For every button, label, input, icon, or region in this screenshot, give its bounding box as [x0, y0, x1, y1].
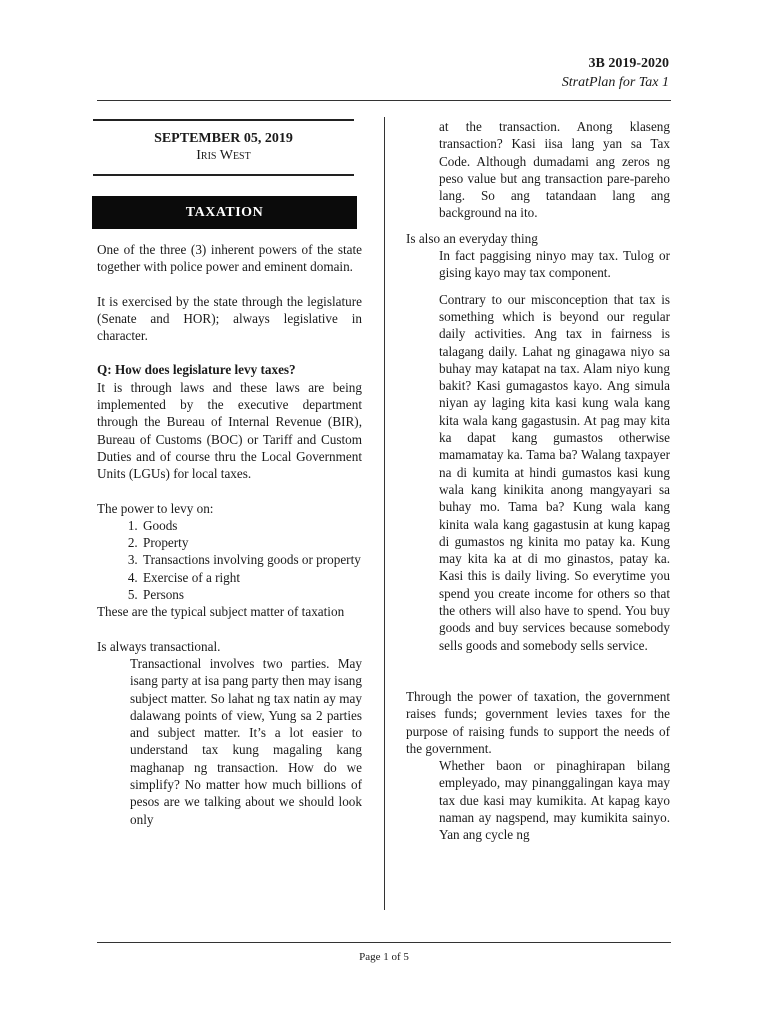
header-rule — [97, 100, 671, 101]
header-subtitle: StratPlan for Tax 1 — [561, 75, 669, 90]
lecture-date: SEPTEMBER 05, 2019 — [154, 131, 293, 146]
footer-rule — [97, 942, 671, 943]
list-item: 5. Persons — [141, 586, 362, 603]
paragraph-inherent-powers: One of the three (3) inherent powers of the state together with police power and eminent domain. — [97, 242, 362, 275]
list-item: 4. Exercise of a right — [141, 569, 362, 586]
continued-paragraph: at the transaction. Anong klaseng transaction? Kasi iisa lang yan sa Tax Code. Although dumadami ang zeros ng peso value but ang transaction pare-pareho lang. So ang tatandaan lang ang background na ito. — [439, 119, 670, 221]
column-divider — [384, 117, 385, 910]
power-body: Whether baon or pinaghirapan bilang empleyado, may pinanggalingan kaya may tax due kasi may kumikita. At kapag kayo naman ay nagspend, may kumikita sainyo. Yan ang cycle ng — [439, 758, 670, 843]
transactional-body: Transactional involves two parties. May isang party at isa pang party then may isang subject matter. So lahat ng tax natin ay may dalawang points of view, Yung sa 2 parties and subject matter. It’s a lot easier to understand tax kung magaling kang maghanap ng transaction. How do we simplify? No matter how much billions of pesos are we talking about we should look only — [130, 655, 362, 827]
left-column — [97, 117, 362, 828]
levy-list — [97, 517, 362, 603]
author-name: Iris West — [196, 148, 251, 163]
power-heading: Through the power of taxation, the government raises funds; government levies taxes for the purpose of raising funds to support the needs of the government. — [406, 688, 670, 756]
header-code: 3B 2019-2020 — [588, 56, 669, 71]
right-column — [406, 118, 670, 844]
list-item: 2. Property — [141, 534, 362, 551]
page-number: Page 1 of 5 — [359, 951, 409, 963]
everyday-paragraph-1: In fact paggising ninyo may tax. Tulog or gising kayo may tax component. — [439, 248, 670, 281]
date-block — [93, 119, 354, 176]
list-item: 3. Transactions involving goods or property — [141, 551, 362, 568]
everyday-paragraph-2: Contrary to our misconception that tax is something which is beyond our regular daily activities. Ang tax in fairness is talagang daily. Lahat ng ginagawa niyo sa buhay may katapat na tax. Alam niyo kung bakit? Kasi gumagastos kayo. Ang simula niyan ay laging kita kasi kung wala kang kita wala kang gagastusin. At pag may kita ka dapat kang gumastos otherwise mamamatay ka. Tama ba? Walang taxpayer na di kumita at hindi gumastos kasi kung wala kang kinikita anong mangyayari sa buhay mo. Tama ba? Kung wala kang kinita wala kang gagastusin at kung kapag di gumastos ng kinita mo patay ka. Kung may kita ka at di mo ginastos, patay ka. Kasi this is daily living. So everytime you spend you create income for others so that the others will also have to spend. You buy goods and buy services because somebody sells goods and somebody sells service. — [439, 291, 670, 653]
paragraph-legislature: It is exercised by the state through the legislature (Senate and HOR); always legislative in character. — [97, 293, 362, 344]
question-heading: Q: How does legislature levy taxes? — [97, 362, 296, 378]
answer-paragraph: It is through laws and these laws are being implemented by the executive department through the Bureau of Internal Revenue (BIR), Bureau of Customs (BOC) or Tariff and Custom Duties and of course thru the Local Government Units (LGUs) for local taxes. — [97, 379, 362, 482]
list-item: 1. Goods — [141, 517, 362, 534]
list-after: These are the typical subject matter of taxation — [97, 604, 345, 620]
section-title-bar: TAXATION — [92, 196, 357, 229]
list-intro: The power to levy on: — [97, 500, 214, 516]
transactional-heading: Is always transactional. — [97, 638, 221, 654]
everyday-heading: Is also an everyday thing — [406, 230, 538, 246]
